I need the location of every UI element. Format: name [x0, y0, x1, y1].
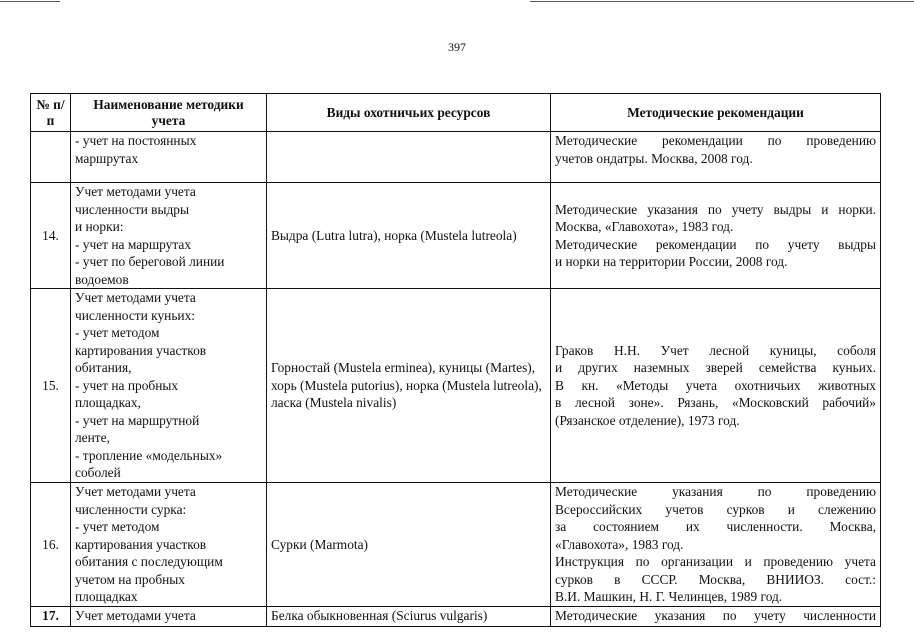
species-cell	[267, 132, 551, 183]
recommendation-line: Граков Н.Н. Учет лесной куницы, соболя	[555, 342, 876, 358]
method-cell	[71, 289, 267, 483]
recommendations-cell	[551, 289, 881, 483]
method-line: картирования участков	[75, 536, 207, 552]
method-line: обитания с последующим	[75, 554, 223, 569]
method-line: - учет методом	[75, 519, 160, 534]
scan-line-left	[0, 1, 60, 2]
header-species: Виды охотничьих ресурсов	[267, 94, 551, 132]
method-line: - учет методом	[75, 325, 160, 340]
row-number: 17.	[31, 606, 71, 626]
recommendation-line: Методические указания по учету численности	[555, 607, 876, 623]
recommendation-line: «Главохота», 1983 год.	[555, 536, 684, 552]
method-cell	[71, 132, 267, 183]
method-line: численности сурка:	[75, 501, 187, 517]
method-line: Учет методами учета	[75, 184, 196, 199]
header-method: Наименование методики учета	[71, 94, 267, 132]
recommendations-cell	[551, 132, 881, 183]
recommendation-line: Всероссийских учетов сурков и слежению	[555, 501, 876, 517]
method-line: ленте,	[75, 430, 110, 445]
method-cell	[71, 606, 267, 626]
recommendation-line: Инструкция по организации и проведению учета	[555, 554, 876, 569]
method-line: - тропление «модельных»	[75, 447, 223, 463]
method-line: - учет на маршрутах	[75, 236, 192, 252]
row-number	[31, 132, 71, 183]
method-cell	[71, 183, 267, 289]
recommendation-line: Методические указания по учету выдры и норки.	[555, 201, 876, 217]
species-cell: Белка обыкновенная (Sciurus vulgaris)	[267, 606, 551, 626]
method-line: - учет на постоянных	[75, 133, 197, 148]
method-line: Учет методами учета	[75, 484, 196, 499]
recommendation-line: Методические рекомендации по учету выдры	[555, 236, 876, 252]
header-number: № п/п	[31, 94, 71, 132]
method-line: водоемов	[75, 271, 129, 287]
method-line: маршрутах	[75, 150, 139, 166]
row-number: 14.	[31, 183, 71, 289]
methods-table	[30, 93, 881, 627]
method-line: учетом на пробных	[75, 571, 185, 587]
method-cell	[71, 483, 267, 607]
recommendation-line: и норки на территории России, 2008 год.	[555, 254, 788, 269]
recommendations-cell	[551, 483, 881, 607]
row-number: 15.	[31, 289, 71, 483]
method-line: картирования участков	[75, 342, 207, 358]
recommendation-line: В кн. «Методы учета охотничьих животных	[555, 377, 876, 393]
method-line: - учет по береговой линии	[75, 254, 225, 269]
method-line: площадках,	[75, 395, 141, 410]
table-row	[31, 183, 881, 289]
method-line: - учет на пробных	[75, 377, 179, 393]
method-line: и норки:	[75, 219, 124, 234]
species-cell: Выдра (Lutra lutra), норка (Mustela lutreola)	[267, 183, 551, 289]
table-row	[31, 289, 881, 483]
method-line: площадках	[75, 589, 138, 604]
header-recommendations: Методические рекомендации	[551, 94, 881, 132]
method-line: соболей	[75, 465, 121, 480]
species-cell: Горностай (Mustela erminea), куницы (Martes), хорь (Mustela putorius), норка (Mustela lutreola), ласка (Mustela nivalis)	[267, 289, 551, 483]
table-row	[31, 606, 881, 626]
recommendation-line: Москва, «Главохота», 1983 год.	[555, 219, 734, 234]
recommendation-line: в лесной зоне». Рязань, «Московский рабочий»	[555, 395, 876, 411]
table-row	[31, 132, 881, 183]
recommendation-line: учетов ондатры. Москва, 2008 год.	[555, 150, 753, 166]
recommendations-cell	[551, 606, 881, 626]
table-row	[31, 483, 881, 607]
recommendation-line: В.И. Машкин, Н. Г. Челинцев, 1989 год.	[555, 589, 783, 604]
recommendation-line: и других наземных зверей семейства куньих.	[555, 360, 876, 376]
method-line: Учет методами учета	[75, 290, 196, 305]
method-line: численности куньих:	[75, 307, 196, 323]
scan-line-right	[530, 1, 914, 2]
method-line: численности выдры	[75, 201, 189, 217]
recommendation-line: (Рязанское отделение), 1973 год.	[555, 412, 740, 428]
species-cell: Сурки (Marmota)	[267, 483, 551, 607]
row-number: 16.	[31, 483, 71, 607]
method-line: обитания,	[75, 360, 132, 375]
recommendation-line: сурков в СССР. Москва, ВНИИОЗ. сост.:	[555, 571, 876, 587]
recommendations-cell	[551, 183, 881, 289]
page-number: 397	[448, 40, 466, 54]
recommendation-line: Методические рекомендации по проведению	[555, 133, 876, 148]
method-line: - учет на маршрутной	[75, 412, 200, 428]
recommendation-line: Методические указания по проведению	[555, 484, 876, 499]
table-header-row	[31, 94, 881, 132]
recommendation-line: за состоянием их численности. Москва,	[555, 519, 876, 534]
method-line: Учет методами учета	[75, 607, 196, 623]
